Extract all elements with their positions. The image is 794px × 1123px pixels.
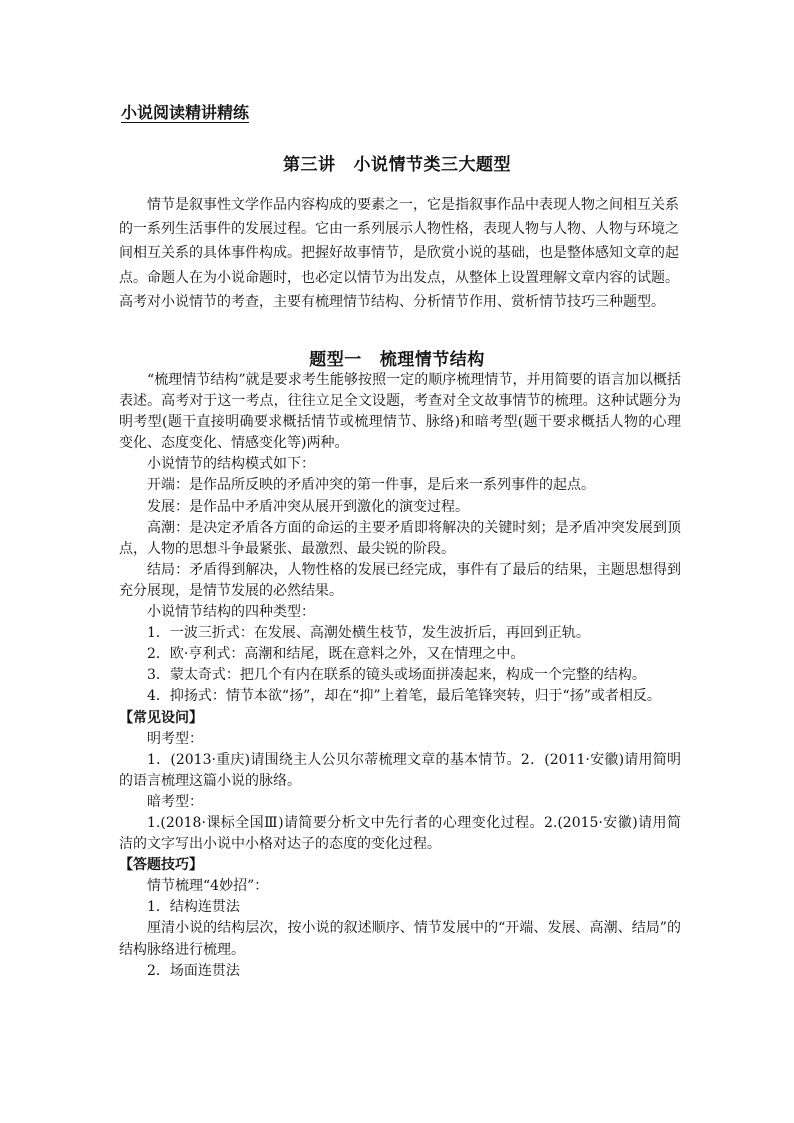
type-item: 1．一波三折式：在发展、高潮处横生枝节，发生波折后，再回到正轨。 (147, 625, 590, 642)
intro-paragraph: 情节是叙事性文学作品内容构成的要素之一，它是指叙事作品中表现人物之间相互关系的一系列生活事件的发展过程。它由一系列展示人物性格，表现人物与人物、人物与环境之间相互关系的具体事件构成。把握好故事情节，是欣赏小说的基础，也是整体感知文章的起点。命题人在为小说命题时，也必定以情节为出发点，从整体上设置理解文章内容的试题。高考对小说情节的考查，主要有梳理情节结构、分析情节作用、赏析情节技巧三种题型。 (119, 197, 679, 310)
tip-text: 厘清小说的结构层次，按小说的叙述顺序、情节发展中的“开端、发展、高潮、结局”的结构脉络进行梳理。 (119, 920, 681, 958)
section-body (119, 370, 681, 982)
pattern-item: 发展：是作品中矛盾冲突从展开到激化的演变过程。 (147, 498, 469, 515)
common-questions-heading: 【常见设问】 (119, 709, 203, 726)
type-item: 4．抑扬式：情节本欲“扬”，却在“抑”上着笔，最后笔锋突转，归于“扬”或者相反。 (147, 688, 661, 705)
tip-title: 1．结构连贯法 (147, 899, 240, 916)
type-item: 3．蒙太奇式：把几个有内在联系的镜头或场面拼凑起来，构成一个完整的结构。 (147, 667, 646, 684)
lecture-title (0, 150, 794, 175)
pattern-item: 结局：矛盾得到解决，人物性格的发展已经完成，事件有了最后的结果，主题思想得到充分展现，是情节发展的必然结果。 (119, 561, 681, 599)
implicit-type-examples: 1.(2018·课标全国Ⅲ)请简要分析文中先行者的心理变化过程。2.(2015·安徽)请用简洁的文字写出小说中小格对达子的态度的变化过程。 (119, 814, 681, 853)
answer-tips-heading: 【答题技巧】 (119, 857, 203, 874)
section-number: 题型一 (309, 350, 362, 370)
lecture-number: 第三讲 (283, 155, 336, 175)
explicit-type-label: 明考型： (147, 730, 203, 747)
implicit-type-label: 暗考型： (147, 793, 203, 810)
tip-title: 2．场面连贯法 (147, 962, 240, 979)
tips-intro: 情节梳理“4妙招”： (147, 878, 269, 895)
section-heading (0, 345, 794, 370)
types-intro: 小说情节结构的四种类型： (147, 604, 315, 621)
explicit-type-examples: 1．(2013·重庆)请围绕主人公贝尔蒂梳理文章的基本情节。2．(2011·安徽)请用简明的语言梳理这篇小说的脉络。 (119, 751, 681, 789)
pattern-intro: 小说情节的结构模式如下： (147, 456, 315, 473)
pattern-item: 开端：是作品所反映的矛盾冲突的第一件事，是后来一系列事件的起点。 (147, 477, 595, 494)
section-topic: 梳理情节结构 (379, 350, 485, 370)
series-header: 小说阅读精讲精练 (121, 103, 250, 122)
lecture-topic: 小说情节类三大题型 (353, 155, 511, 175)
pattern-item: 高潮：是决定矛盾各方面的命运的主要矛盾即将解决的关键时刻；是矛盾冲突发展到顶点，人物的思想斗争最紧张、最激烈、最尖锐的阶段。 (119, 519, 681, 557)
definition-paragraph: “梳理情节结构”就是要求考生能够按照一定的顺序梳理情节，并用简要的语言加以概括表述。高考对于这一考点，往往立足全文设题，考查对全文故事情节的梳理。这种试题分为明考型(题干直接明确要求概括情节或梳理情节、脉络)和暗考型(题干要求概括人物的心理变化、态度变化、情感变化等)两种。 (119, 372, 681, 452)
type-item: 2．欧·亨利式：高潮和结尾，既在意料之外，又在情理之中。 (147, 646, 525, 663)
